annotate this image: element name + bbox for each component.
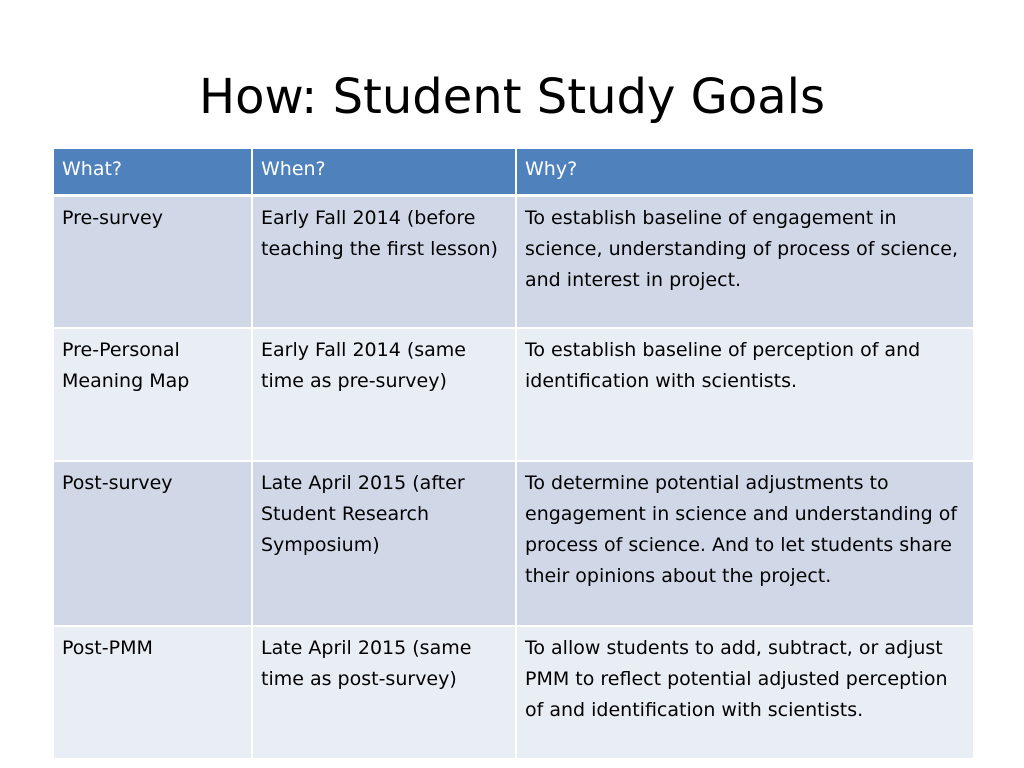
cell-when: Early Fall 2014 (before teaching the first lesson) xyxy=(252,196,516,329)
study-goals-table xyxy=(52,147,975,760)
cell-what: Pre-Personal Meaning Map xyxy=(53,328,252,461)
table-row xyxy=(53,461,974,626)
cell-why: To determine potential adjustments to engagement in science and understanding of process of science. And to let students share their opinions about the project. xyxy=(516,461,974,626)
column-header-what: What? xyxy=(53,148,252,196)
column-header-why: Why? xyxy=(516,148,974,196)
cell-why: To establish baseline of perception of and identification with scientists. xyxy=(516,328,974,461)
table-header-row xyxy=(53,148,974,196)
slide-title: How: Student Study Goals xyxy=(199,69,825,125)
table-row xyxy=(53,196,974,329)
cell-what: Post-PMM xyxy=(53,626,252,759)
cell-what: Pre-survey xyxy=(53,196,252,329)
cell-why: To allow students to add, subtract, or adjust PMM to reflect potential adjusted perception of and identification with scientists. xyxy=(516,626,974,759)
cell-when: Late April 2015 (after Student Research Symposium) xyxy=(252,461,516,626)
cell-what: Post-survey xyxy=(53,461,252,626)
table-row xyxy=(53,626,974,759)
table-row xyxy=(53,328,974,461)
column-header-when: When? xyxy=(252,148,516,196)
cell-when: Late April 2015 (same time as post-survey) xyxy=(252,626,516,759)
cell-why: To establish baseline of engagement in science, understanding of process of science, and interest in project. xyxy=(516,196,974,329)
cell-when: Early Fall 2014 (same time as pre-survey) xyxy=(252,328,516,461)
